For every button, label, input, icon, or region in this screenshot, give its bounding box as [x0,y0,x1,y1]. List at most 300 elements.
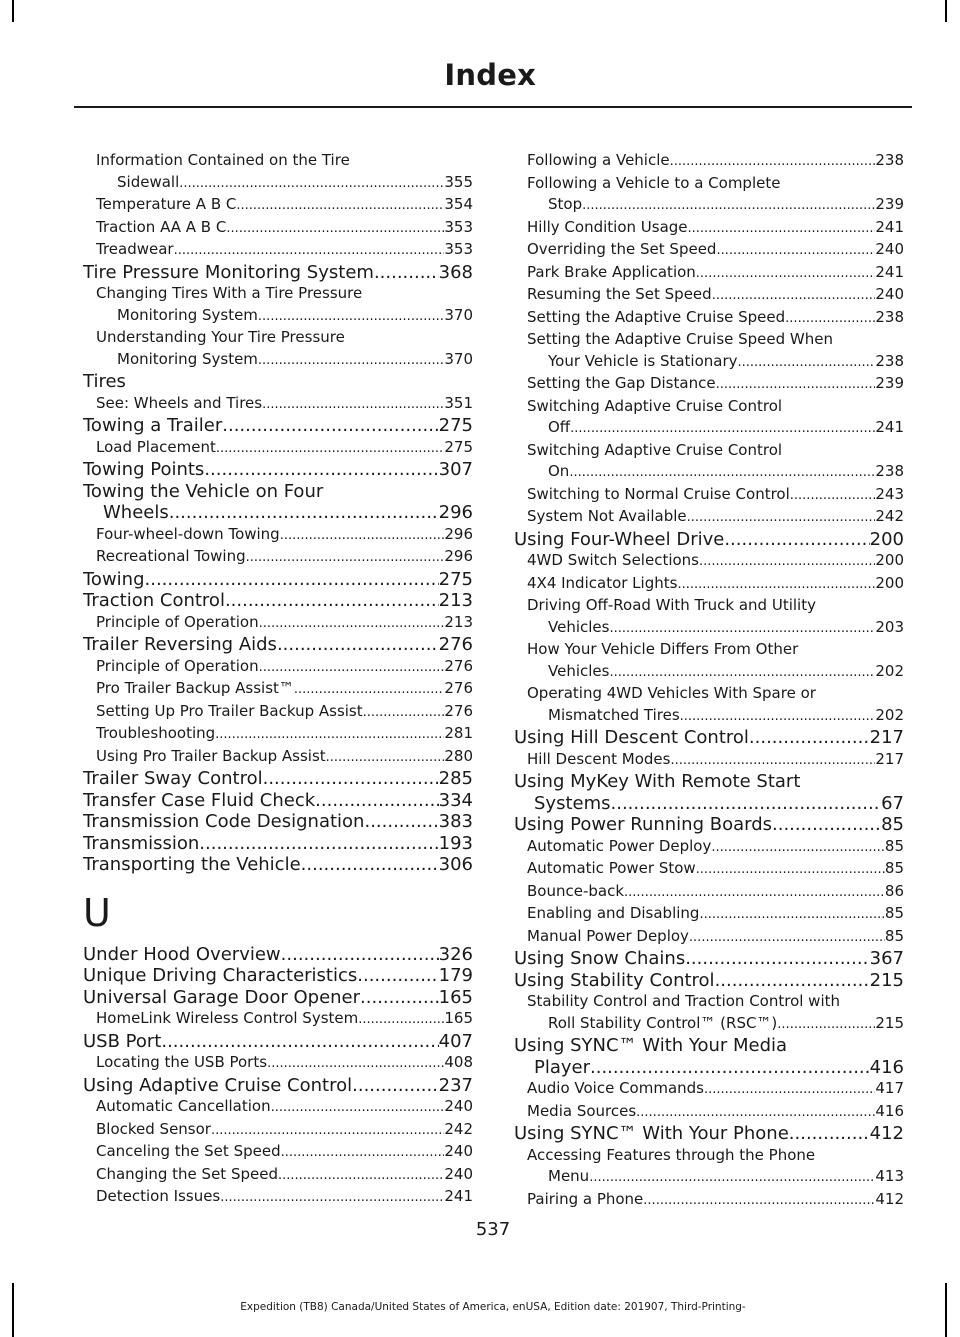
index-page-ref: 413 [875,1167,904,1185]
dot-leader [259,656,445,679]
index-entry [83,1008,473,1031]
index-page-ref: 240 [875,285,904,303]
index-entry [514,926,904,949]
index-entry-term: Park Brake Application [527,262,696,281]
dot-leader [624,881,885,904]
dot-leader [636,1101,875,1124]
index-entry-line [83,415,473,437]
index-entry [514,239,904,262]
index-entry [514,727,904,749]
index-entry [83,987,473,1009]
dot-leader [772,814,881,836]
index-entry [83,371,473,393]
index-entry [514,284,904,307]
index-entry-line [514,970,904,992]
index-entry-term: Monitoring System [117,305,258,324]
dot-leader [704,1078,875,1101]
index-page-ref: 241 [875,217,904,236]
index-entry-line [83,746,473,769]
index-entry-line [514,484,904,507]
index-entry [83,239,473,262]
dot-leader [358,1008,444,1031]
index-entry-term: Temperature A B C [96,195,237,213]
dot-leader [712,284,876,307]
dot-leader [589,1166,875,1189]
dot-leader [360,987,439,1009]
index-entry-line [83,239,473,262]
index-entry-term: Pairing a Phone [527,1189,644,1208]
dot-leader [145,569,439,591]
index-page-ref: 275 [438,415,473,436]
index-page-ref: 202 [875,661,904,680]
dot-leader [582,194,875,217]
dot-leader [609,617,875,640]
dot-leader [685,948,869,970]
index-entry [514,814,904,836]
dot-leader [326,746,445,769]
index-entry-line [83,569,473,591]
index-entry-line [514,705,904,728]
index-page-ref: 408 [444,1053,473,1071]
index-entry-term: Following a Vehicle [527,151,670,169]
index-page-ref: 275 [438,568,473,590]
index-entry [514,683,904,727]
index-entry-term: Using Hill Descent Control [514,727,749,748]
index-entry-text: Operating 4WD Vehicles With Spare or [527,684,816,702]
index-entry [83,1164,473,1187]
index-page-ref: 241 [875,418,904,436]
index-entry-term: Systems [534,792,611,814]
index-page-ref: 412 [869,1123,904,1144]
index-entry-line [514,1078,904,1101]
index-entry-term: Universal Garage Door Opener [83,986,361,1008]
index-page-ref: 85 [884,904,904,922]
index-entry [83,656,473,679]
index-entry [83,1141,473,1164]
index-page-ref: 240 [875,240,904,258]
dot-leader [696,262,876,285]
index-entry-text: Information Contained on the Tire [96,151,350,169]
index-entry [514,506,904,529]
index-page-ref: 307 [438,459,473,480]
index-entry [514,529,904,551]
index-entry-line [514,529,904,551]
index-page-ref: 281 [444,724,473,742]
dot-leader [680,705,876,728]
index-page-ref: 85 [884,836,904,855]
index-entry-term: Traction AA A B C [96,217,227,236]
index-entry-line [514,239,904,262]
index-entry [83,1052,473,1075]
dot-leader [246,546,445,569]
dot-leader [271,1096,445,1119]
index-page-ref: 407 [438,1030,473,1052]
index-page-ref: 179 [438,965,473,986]
index-entry-text: Using MyKey With Remote Start [514,771,801,792]
index-page-ref: 85 [884,926,904,945]
index-entry-term: 4X4 Indicator Lights [527,573,678,592]
index-entry-line [514,1189,904,1212]
index-entry-term: Roll Stability Control™ (RSC™) [548,1013,778,1032]
index-entry-term: Transmission [83,832,200,854]
index-page-ref: 217 [869,727,904,748]
index-page-ref: 238 [875,307,904,326]
index-page-ref: 200 [875,551,904,569]
index-page-ref: 326 [438,943,473,965]
index-entry-text: Switching Adaptive Cruise Control [527,396,783,415]
index-entry [83,746,473,769]
index-entry-term: Using Pro Trailer Backup Assist [96,746,326,765]
index-entry-term: Transporting the Vehicle [83,854,301,875]
index-entry-line [83,811,473,833]
index-entry-term: Automatic Power Deploy [527,836,712,855]
dot-leader [363,701,445,724]
index-entry-line [83,1119,473,1142]
index-column-left [83,150,473,1209]
index-entry-term: On [548,462,570,480]
dot-leader [711,836,885,859]
index-page-ref: 276 [438,634,473,655]
page-number: 537 [475,1219,511,1240]
index-entry [514,903,904,926]
index-entry-line [514,1013,904,1036]
index-entry-line [514,550,904,573]
dot-leader [215,723,444,746]
index-page-ref: 416 [869,1056,904,1078]
index-page-ref: 200 [875,573,904,592]
index-entry-term: USB Port [83,1030,162,1052]
index-page-ref: 237 [438,1074,473,1096]
index-entry [514,150,904,173]
dot-leader [211,1119,444,1142]
crop-mark-top-right [945,0,947,22]
dot-leader [670,150,876,173]
index-page-ref: 240 [444,1164,473,1183]
index-entry [83,790,473,812]
index-entry-term: Menu [548,1167,590,1185]
index-entry-term: Media Sources [527,1101,637,1120]
index-entry-term: Vehicles [548,661,610,680]
index-entry [83,590,473,612]
dot-leader [281,1141,445,1164]
dot-leader [179,172,444,195]
index-entry [83,854,473,876]
dot-leader [161,1031,438,1053]
index-entry-line [83,305,473,328]
dot-leader [738,351,876,374]
index-entry-term: Principle of Operation [96,612,259,631]
index-entry [83,415,473,437]
crop-mark-top-left [12,0,14,22]
dot-leader [262,393,444,416]
index-entry-term: 4WD Switch Selections [527,551,699,569]
index-entry [514,550,904,573]
index-page-ref: 296 [438,502,473,523]
index-entry-line [83,944,473,966]
index-entry [83,634,473,656]
index-page-ref: 351 [444,393,473,412]
index-entry [514,484,904,507]
index-page-ref: 165 [438,986,473,1008]
index-entry [514,595,904,639]
index-page-ref: 280 [444,746,473,765]
index-page-ref: 215 [875,1013,904,1032]
index-entry-line [514,617,904,640]
index-page-ref: 193 [438,832,473,854]
index-page-ref: 241 [444,1187,473,1205]
index-page-ref: 276 [444,679,473,697]
index-entry-term: Manual Power Deploy [527,926,689,945]
index-entry-line [514,926,904,949]
index-entry [514,173,904,217]
dot-leader [687,506,876,529]
index-entry [83,1075,473,1097]
index-entry-text: Understanding Your Tire Pressure [96,328,345,346]
index-entry-line [514,150,904,173]
index-entry-line [83,965,473,987]
index-page-ref: 276 [444,701,473,720]
index-entry-line [83,723,473,746]
index-entry [83,768,473,790]
index-entry-term: Detection Issues [96,1187,221,1205]
index-page-ref: 217 [875,749,904,768]
index-entry-line [514,948,904,970]
index-entry-term: Trailer Reversing Aids [83,634,277,655]
index-entry-text: Tires [83,371,126,392]
page-title: Index [444,58,536,92]
index-page-ref: 383 [438,811,473,832]
index-entry-term: HomeLink Wireless Control System [96,1009,359,1027]
index-entry [514,991,904,1035]
index-entry [83,481,473,524]
index-page-ref: 165 [444,1009,473,1027]
dot-leader [220,1186,444,1209]
index-entry-term: Setting the Adaptive Cruise Speed [527,307,786,326]
index-entry-term: Audio Voice Commands [527,1079,704,1097]
index-entry-line [514,1057,904,1079]
index-entry-term: Overriding the Set Speed [527,240,717,258]
index-entry [83,327,473,371]
dot-leader [216,437,444,460]
index-entry [83,944,473,966]
index-entry-line [514,814,904,836]
index-entry-term: Transmission Code Designation [83,811,365,832]
index-entry-line [514,217,904,240]
index-page-ref: 241 [875,262,904,281]
index-entry-line [514,307,904,330]
index-page-ref: 215 [869,969,904,991]
index-page-ref: 306 [438,854,473,875]
index-entry-term: Player [534,1056,591,1078]
index-entry [83,1031,473,1053]
index-entry [83,965,473,987]
index-entry [514,262,904,285]
index-entry-term: Trailer Sway Control [83,768,263,789]
index-entry-term: Using Adaptive Cruise Control [83,1074,353,1096]
index-entry-term: Unique Driving Characteristics [83,965,358,986]
dot-leader [789,1123,870,1145]
index-page-ref: 238 [875,351,904,370]
index-entry-term: Locating the USB Ports [96,1053,268,1071]
dot-leader [199,833,438,855]
footer-edition-info: Expedition (TB8) Canada/United States of America, enUSA, Edition date: 201907, Third-Printing- [240,1301,746,1313]
index-entry-term: Towing Points [83,459,205,480]
index-entry-line [514,506,904,529]
dot-leader [258,349,444,372]
index-entry-term: Bounce-back [527,881,625,900]
dot-leader [716,239,875,262]
index-entry-line [83,262,473,284]
index-entry-line [83,854,473,876]
index-entry-term: Changing the Set Speed [96,1164,278,1183]
dot-leader [259,612,445,635]
index-entry [514,948,904,970]
dot-leader [374,262,439,284]
dot-leader [263,768,439,790]
index-entry-text: Following a Vehicle to a Complete [527,173,781,192]
dot-leader [267,1052,444,1075]
index-entry-line [83,1052,473,1075]
index-entry [83,459,473,481]
index-page-ref: 353 [444,240,473,258]
index-column-right [514,150,904,1211]
index-entry-term: Tire Pressure Monitoring System [83,261,374,283]
index-entry-term: See: Wheels and Tires [96,393,263,412]
index-page-ref: 202 [875,705,904,724]
index-entry-line [83,590,473,612]
index-entry-term: Your Vehicle is Stationary [548,351,738,370]
dot-leader [204,459,438,481]
index-entry-line [514,284,904,307]
index-entry-line [83,393,473,416]
dot-leader [364,811,438,833]
index-entry [83,811,473,833]
dot-leader [715,970,870,992]
dot-leader [590,1057,870,1079]
index-entry-term: Monitoring System [117,349,258,368]
index-entry-term: Using Four-Wheel Drive [514,528,725,550]
index-entry [83,150,473,194]
index-entry [83,217,473,240]
index-entry-term: Pro Trailer Backup Assist™ [96,679,294,697]
index-entry-line [83,172,473,195]
dot-leader [749,727,870,749]
index-entry-line [514,858,904,881]
index-entry-line [83,768,473,790]
index-entry-term: Using Snow Chains [514,948,686,969]
index-entry-text: Accessing Features through the Phone [527,1145,816,1164]
index-page-ref: 213 [438,590,473,611]
index-entry-term: Setting the Gap Distance [527,374,716,392]
index-entry-line [514,1166,904,1189]
index-entry [514,217,904,240]
index-entry [514,573,904,596]
dot-leader [294,678,444,701]
index-entry-line [514,194,904,217]
dot-leader [352,1075,439,1097]
index-page-ref: 417 [875,1079,904,1097]
index-entry-line [514,727,904,749]
dot-leader [643,1189,875,1212]
index-entry [514,1189,904,1212]
index-entry-term: Troubleshooting [96,724,216,742]
index-page-ref: 353 [444,217,473,236]
index-entry [83,701,473,724]
index-page-ref: 370 [444,349,473,368]
index-entry [514,858,904,881]
dot-leader [280,524,445,547]
index-entry-term: Using SYNC™ With Your Phone [514,1123,789,1144]
index-entry-text: Switching Adaptive Cruise Control [527,440,783,459]
index-entry-term: Mismatched Tires [548,705,680,724]
index-entry [514,440,904,484]
index-entry-line [514,749,904,772]
index-entry [514,1035,904,1078]
index-entry-term: Towing a Trailer [83,415,223,436]
dot-leader [785,307,875,330]
index-entry-text: Changing Tires With a Tire Pressure [96,284,363,302]
index-entry [83,1096,473,1119]
index-entry-text: Setting the Adaptive Cruise Speed When [527,330,834,348]
index-entry-line [83,524,473,547]
index-page-ref: 296 [444,524,473,543]
index-page-ref: 368 [438,261,473,283]
index-page-ref: 370 [444,305,473,324]
index-entry-line [514,262,904,285]
index-entry-text: Driving Off-Road With Truck and Utility [527,596,816,614]
index-page-ref: 334 [438,789,473,811]
dot-leader [609,661,875,684]
dot-leader [611,793,882,815]
index-entry [83,194,473,217]
index-page-ref: 203 [875,617,904,636]
index-page-ref: 200 [869,528,904,550]
dot-leader [777,1013,875,1036]
index-page-ref: 213 [444,612,473,631]
dot-leader [222,415,438,437]
index-entry [514,329,904,373]
index-entry-term: Enabling and Disabling [527,904,700,922]
index-entry-term: Switching to Normal Cruise Control [527,484,790,503]
dot-leader [357,965,438,987]
dot-leader [169,502,439,524]
index-entry-term: Principle of Operation [96,656,259,675]
index-entry-line [83,1164,473,1187]
index-page-ref: 296 [444,547,473,565]
index-entry-term: Four-wheel-down Towing [96,524,280,543]
index-entry-term: Blocked Sensor [96,1119,211,1138]
dot-leader [716,373,876,396]
index-entry-line [83,349,473,372]
dot-leader [278,1164,444,1187]
index-entry-text: Towing the Vehicle on Four [83,480,324,502]
dot-leader [225,590,439,612]
dot-leader [570,417,875,440]
dot-leader [689,926,885,949]
dot-leader [301,854,439,876]
index-entry-term: Setting Up Pro Trailer Backup Assist [96,701,363,720]
index-entry-term: Recreational Towing [96,547,246,565]
index-entry-term: Canceling the Set Speed [96,1142,281,1160]
index-entry-line [83,1008,473,1031]
index-entry-line [83,790,473,812]
index-entry-text: Using SYNC™ With Your Media [514,1035,788,1056]
index-entry-term: Treadwear [96,240,174,258]
index-page-ref: 275 [444,437,473,456]
index-entry [83,283,473,327]
index-entry-term: Vehicles [548,617,610,636]
index-entry-term: Towing [83,568,145,590]
